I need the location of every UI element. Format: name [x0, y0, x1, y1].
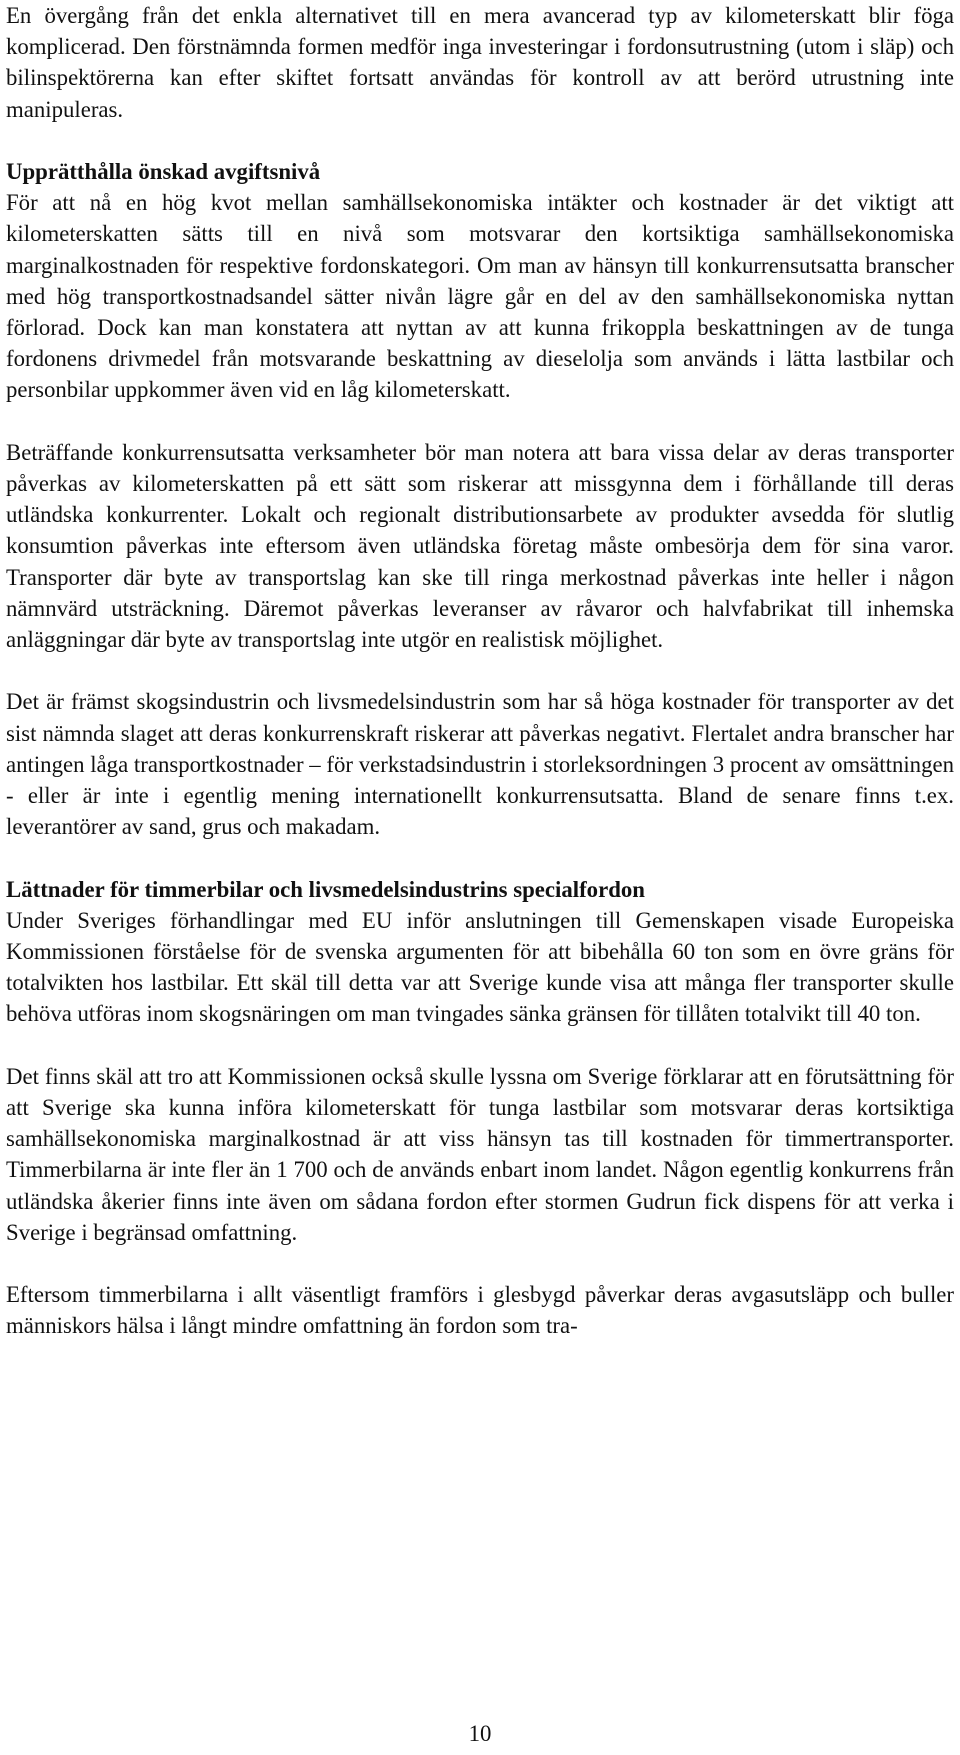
paragraph: Det är främst skogsindustrin och livsmedelsindustrin som har så höga kostnader för transporter av det sist nämnda slaget att deras konkurrenskraft riskerar att påverkas negativt. Flertalet andra branscher har antingen låga transportkostnader – för verkstadsindustrin i storleksordningen 3 procent av omsättningen - eller är inte i egentlig mening internationellt konkurrensutsatta. Bland de senare finns t.ex. leverantörer av sand, grus och makadam. [6, 689, 954, 840]
paragraph: Beträffande konkurrensutsatta verksamheter bör man notera att bara vissa delar av deras transporter påverkas av kilometerskatten på ett sätt som riskerar att missgynna dem i förhållande till deras utländska konkurrenter. Lokalt och regionalt distributionsarbete av produkter avsedda för slutlig konsumtion påverkas inte eftersom även utländska företag måste ombesörja dem för sina varor. Transporter där byte av transportslag kan ske till ringa merkostnad påverkas inte heller i någon nämnvärd utsträckning. Däremot påverkas leveranser av råvaror och halvfabrikat till inhemska anläggningar där byte av transportslag inte utgör en realistisk möjlighet. [6, 439, 954, 653]
section-heading-timmerbilar: Lättnader för timmerbilar och livsmedelsindustrins specialfordon [6, 876, 645, 902]
spacer [6, 842, 954, 873]
page-number: 10 [468, 1721, 492, 1746]
intro-paragraph: En övergång från det enkla alternativet till en mera avancerad typ av kilometerskatt blir föga komplicerad. Den förstnämnda formen medför inga investeringar i fordonsutrustning (utom i släp) och bilinspektörerna kan efter skiftet fortsatt användas för kontroll av att berörd utrustning inte manipuleras. [6, 3, 954, 122]
document-body [6, 0, 954, 1342]
section-heading-avgiftsniva: Upprätthålla önskad avgiftsnivå [6, 159, 321, 184]
paragraph: Under Sveriges förhandlingar med EU inför anslutningen till Gemenskapen visade Europeiska Kommissionen förståelse för de svenska argumenten för att bibehålla 60 ton som en övre gräns för totalvikten hos lastbilar. Ett skäl till detta var att Sverige kunde visa att många fler transporter skulle behöva utföras inom skogsnäringen om man tvingades sänka gränsen för tillåten totalvikt till 40 ton. [6, 907, 954, 1027]
paragraph: För att nå en hög kvot mellan samhällsekonomiska intäkter och kostnader är det viktigt att kilometerskatten sätts till en nivå som motsvarar den kortsiktiga samhällsekonomiska marginalkostnaden för respektive fordonskategori. Om man av hänsyn till konkurrensutsatta branscher med hög transportkostnadsandel sätter nivån lägre går en del av den samhällsekonomiska nyttan förlorad. Dock kan man konstatera att nyttan av att kunna frikoppla beskattningen av de tunga fordonens drivmedel från motsvarande beskattning av dieselolja som används i lätta lastbilar och personbilar uppkommer även vid en låg kilometerskatt. [6, 190, 954, 403]
paragraph: Eftersom timmerbilarna i allt väsentligt framförs i glesbygd påverkar deras avgasutsläpp och buller människors hälsa i långt mindre omfattning än fordon som tra- [6, 1282, 954, 1339]
spacer [6, 125, 954, 156]
paragraph: Det finns skäl att tro att Kommissionen också skulle lyssna om Sverige förklarar att en förutsättning för att Sverige ska kunna införa kilometerskatt för tunga lastbilar som motsvarar deras kortsiktiga samhällsekonomiska marginalkostnad är att viss hänsyn tas till kostnaden för timmertransporter. Timmerbilarna är inte fler än 1 700 och de används enbart inom landet. Någon egentlig konkurrens från utländska åkerier finns inte även om sådana fordon efter stormen Gudrun fick dispens för att verka i Sverige i begränsad omfattning. [6, 1063, 954, 1245]
